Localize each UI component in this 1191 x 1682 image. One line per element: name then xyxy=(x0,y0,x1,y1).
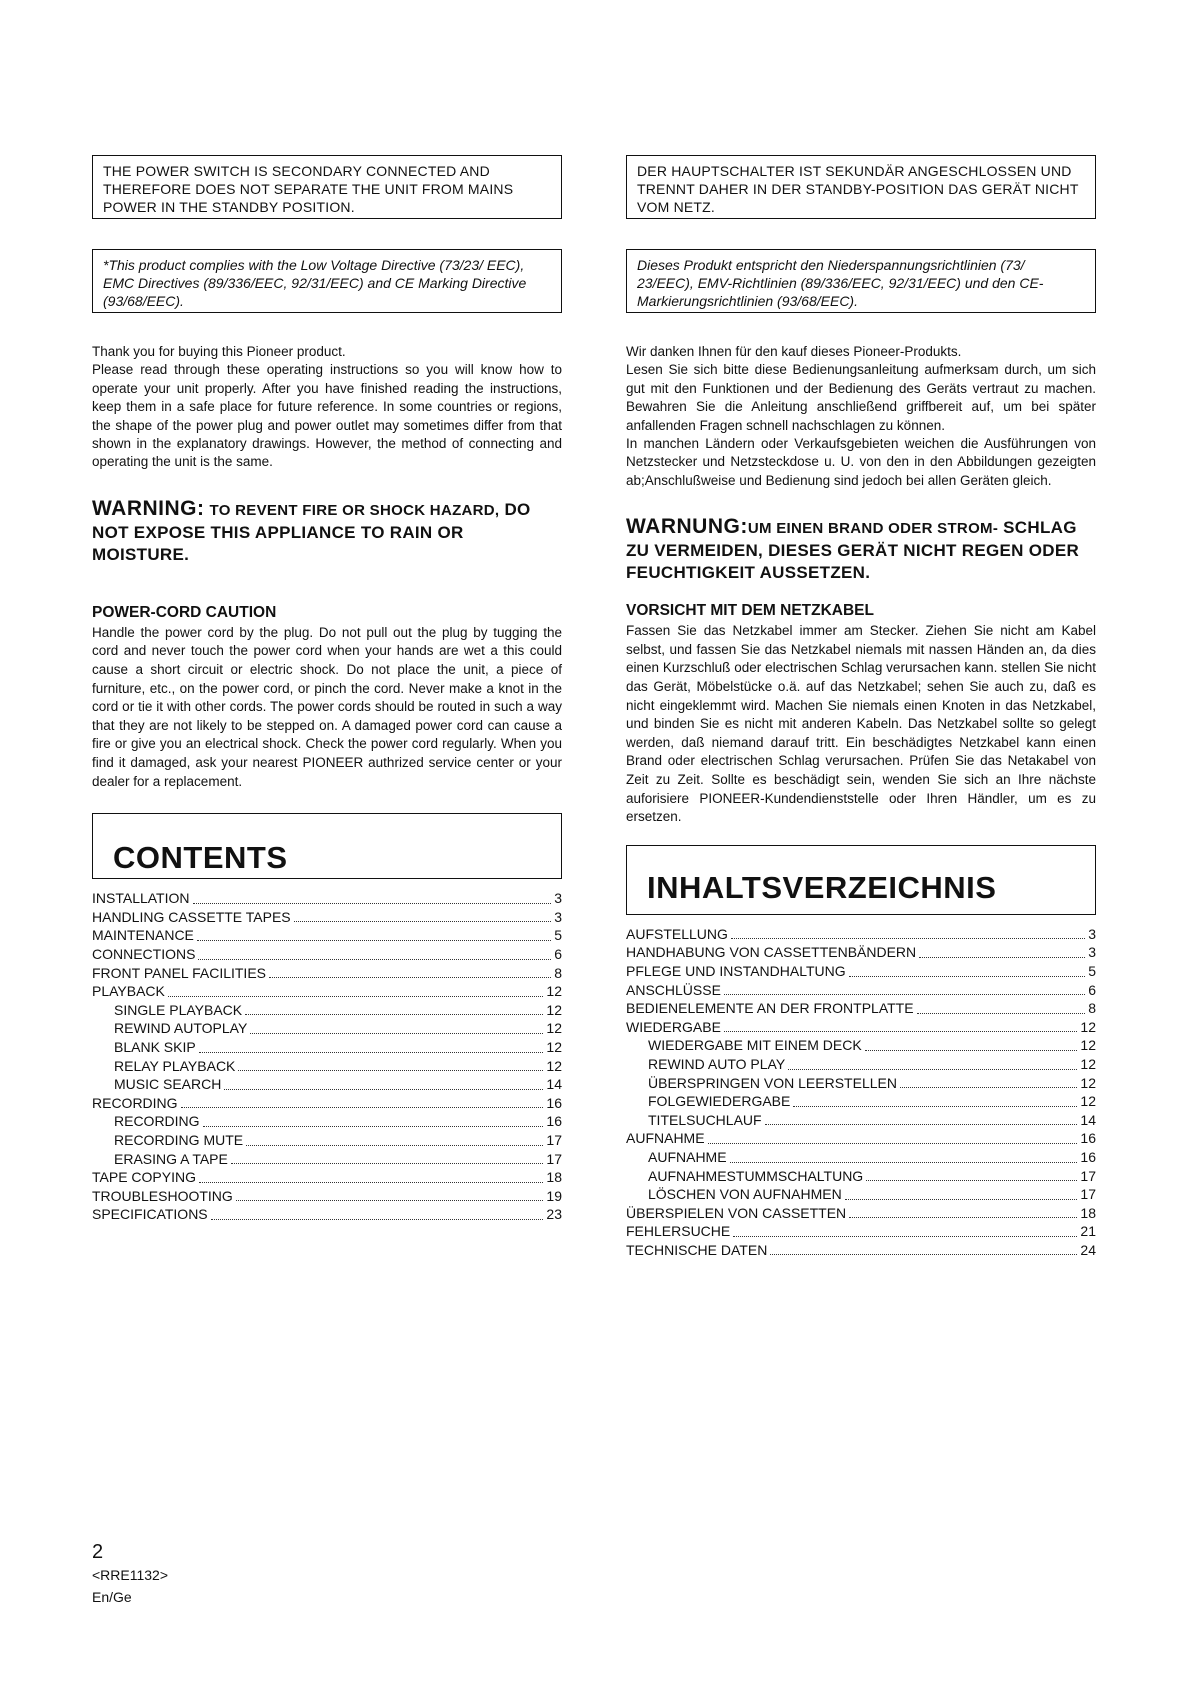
toc-label: REWIND AUTOPLAY xyxy=(114,1020,248,1037)
toc-label: TROUBLESHOOTING xyxy=(92,1187,233,1204)
toc-leader xyxy=(181,1107,544,1108)
toc-label: LÖSCHEN VON AUFNAHMEN xyxy=(648,1186,842,1203)
toc-leader xyxy=(845,1199,1078,1200)
toc-entry xyxy=(92,1112,562,1131)
toc-page: 8 xyxy=(554,964,562,981)
toc-label: RECORDING MUTE xyxy=(114,1131,244,1148)
toc-entry xyxy=(92,1057,562,1076)
toc-leader xyxy=(793,1106,1077,1107)
toc-label: PLAYBACK xyxy=(92,983,165,1000)
toc-label: SPECIFICATIONS xyxy=(92,1206,208,1223)
toc-entry xyxy=(92,1131,562,1150)
toc-leader xyxy=(203,1126,544,1127)
toc-label: AUFNAHME xyxy=(648,1148,727,1165)
toc-entry xyxy=(626,1204,1096,1223)
toc-label: TAPE COPYING xyxy=(92,1169,196,1186)
german-column xyxy=(626,155,1096,1259)
toc-entry xyxy=(626,1148,1096,1167)
toc-leader xyxy=(788,1069,1077,1070)
toc-entry xyxy=(626,1092,1096,1111)
toc-entry xyxy=(92,926,562,945)
toc-page: 12 xyxy=(1080,1037,1096,1054)
caution-text: Fassen Sie das Netzkabel immer am Stecker. Ziehen Sie nicht am Kabel selbst, und fassen Sie das Netzkabel niemals mit nassen Händen an, da dies einen Kurzschluß oder electrischen Schlag verursachen kann. stellen Sie nicht das Gerät, Möbelstücke o.ä. auf das Netzkabel; sehen Sie auch zu, daß es nicht eingeklemmt wird. Machen Sie niemals einen Knoten in das Netzkabel, und binden Sie es nicht mit anderen Kabeln. Das Netzkabel sollte so gelegt werden, daß niemand darauf tritt. Ein beschädigtes Netzkabel kann einen Brand oder electrischen Schlag verursachen. Prüfen Sie das Netakabel von Zeit zu Zeit. Sollte es beschädigt sein, wenden Sie sich an Ihre nächste auforisiere PIONEER-Kundendienststelle oder Ihren Händler, um es zu ersetzen. xyxy=(626,623,1096,825)
page-footer xyxy=(92,1540,168,1608)
thank-you-line: Wir danken Ihnen für den kauf dieses Pioneer-Produkts. xyxy=(626,344,962,359)
toc-leader xyxy=(236,1200,544,1201)
toc-leader xyxy=(246,1145,543,1146)
page-number: 2 xyxy=(92,1541,104,1563)
toc-page: 17 xyxy=(546,1131,562,1148)
toc-entry xyxy=(92,964,562,983)
toc-leader xyxy=(168,996,544,997)
warning-block xyxy=(626,516,1096,584)
toc-label: BLANK SKIP xyxy=(114,1038,196,1055)
toc-label: FOLGEWIEDERGABE xyxy=(648,1093,791,1110)
toc-entry xyxy=(626,999,1096,1018)
toc-page: 5 xyxy=(1088,962,1096,979)
warning-lead: TO REVENT FIRE OR SHOCK HAZARD, xyxy=(209,501,500,519)
toc-page: 6 xyxy=(1088,981,1096,998)
english-column xyxy=(92,155,562,1224)
toc-label: CONNECTIONS xyxy=(92,945,196,962)
toc-leader xyxy=(724,1031,1078,1032)
toc-page: 5 xyxy=(554,927,562,944)
toc-entry xyxy=(626,962,1096,981)
toc-leader xyxy=(865,1050,1078,1051)
caution-text: Handle the power cord by the plug. Do not pull out the plug by tugging the cord and never touch the power cord when your hands are wet a this could cause a short circuit or electric shock. Do not place the unit, a piece of furniture, etc., on the power cord, or pinch the cord. Never make a knot in the cord or tie it with other cords. The power cords should be routed in such a way that they are not likely to be stepped on. A damaged power cord can cause a fire or give you an electrical shock. Check the power cord regularly. When you find it damaged, ask your nearest PIONEER authrized service center or your dealer for a replacement. xyxy=(92,624,562,789)
toc-entry xyxy=(626,1036,1096,1055)
toc-page: 12 xyxy=(546,1020,562,1037)
toc-page: 17 xyxy=(1080,1167,1096,1184)
toc-page: 14 xyxy=(1080,1111,1096,1128)
toc-page: 16 xyxy=(1080,1148,1096,1165)
toc-leader xyxy=(199,1182,543,1183)
toc-leader xyxy=(765,1124,1078,1125)
toc-leader xyxy=(231,1163,544,1164)
toc-label: REWIND AUTO PLAY xyxy=(648,1055,786,1072)
toc-leader xyxy=(733,1236,1077,1237)
toc-label: TECHNISCHE DATEN xyxy=(626,1241,768,1258)
toc-entry xyxy=(92,1038,562,1057)
toc-leader xyxy=(250,1033,543,1034)
language-code: En/Ge xyxy=(92,1589,132,1605)
toc-entry xyxy=(626,1241,1096,1260)
contents-heading-box xyxy=(626,845,1096,915)
document-code: <RRE1132> xyxy=(92,1567,169,1583)
toc-page: 14 xyxy=(546,1076,562,1093)
toc-entry xyxy=(92,945,562,964)
toc-page: 12 xyxy=(546,1057,562,1074)
intro-body: Please read through these operating instructions so you will know how to operate your unit properly. After you have finished reading the instructions, keep them in a safe place for future reference. In some countries or regions, the shape of the power plug and power outlet may sometimes differ from that shown in the explanatory drawings. However, the method of connecting and operating the unit is the same. xyxy=(92,362,562,470)
toc-label: ÜBERSPIELEN VON CASSETTEN xyxy=(626,1204,847,1221)
warning-lead: UM EINEN BRAND ODER STROM- xyxy=(747,520,999,538)
toc-page: 16 xyxy=(546,1094,562,1111)
warning-rest: SCHLAG ZU VERMEIDEN, DIESES GERÄT NICHT REGEN ODER FEUCHTIGKEIT AUSSETZEN. xyxy=(626,518,1080,583)
toc-page: 12 xyxy=(1080,1074,1096,1091)
toc-entry xyxy=(626,943,1096,962)
toc-page: 24 xyxy=(1080,1241,1096,1258)
toc-leader xyxy=(849,1217,1077,1218)
table-of-contents xyxy=(92,889,562,1224)
toc-label: MAINTENANCE xyxy=(92,927,194,944)
toc-page: 16 xyxy=(1080,1130,1096,1147)
warning-rest: DO NOT EXPOSE THIS APPLIANCE TO RAIN OR MOISTURE. xyxy=(92,499,531,564)
toc-page: 3 xyxy=(554,890,562,907)
toc-label: ÜBERSPRINGEN VON LEERSTELLEN xyxy=(648,1074,897,1091)
toc-entry xyxy=(626,1222,1096,1241)
toc-page: 23 xyxy=(546,1206,562,1223)
toc-leader xyxy=(708,1143,1078,1144)
caution-title: POWER-CORD CAUTION xyxy=(92,603,277,621)
toc-leader xyxy=(198,959,551,960)
toc-label: WIEDERGABE MIT EINEM DECK xyxy=(648,1037,862,1054)
toc-entry xyxy=(92,982,562,1001)
toc-label: ANSCHLÜSSE xyxy=(626,981,721,998)
directive-notice: *This product complies with the Low Voltage Directive (73/23/ EEC), EMC Directives (89/336/EEC, 92/31/EEC) and CE Marking Directive (93/68/EEC). xyxy=(92,249,562,313)
toc-label: AUFNAHMESTUMMSCHALTUNG xyxy=(648,1167,864,1184)
toc-page: 19 xyxy=(546,1187,562,1204)
toc-leader xyxy=(238,1070,543,1071)
toc-label: AUFNAHME xyxy=(626,1130,705,1147)
contents-heading: INHALTSVERZEICHNIS xyxy=(647,869,997,905)
toc-page: 17 xyxy=(1080,1186,1096,1203)
toc-entry xyxy=(92,1187,562,1206)
caution-title: VORSICHT MIT DEM NETZKABEL xyxy=(626,602,874,620)
toc-page: 21 xyxy=(1080,1223,1096,1240)
toc-label: INSTALLATION xyxy=(92,890,190,907)
toc-page: 18 xyxy=(1080,1204,1096,1221)
toc-page: 12 xyxy=(546,1001,562,1018)
warning-word: WARNUNG: xyxy=(626,515,748,539)
power-switch-notice: THE POWER SWITCH IS SECONDARY CONNECTED AND THEREFORE DOES NOT SEPARATE THE UNIT FROM MAINS POWER IN THE STANDBY POSITION. xyxy=(92,155,562,219)
thank-you-line: Thank you for buying this Pioneer product. xyxy=(92,344,346,359)
toc-entry xyxy=(92,1001,562,1020)
toc-page: 3 xyxy=(1088,944,1096,961)
toc-page: 17 xyxy=(546,1150,562,1167)
power-switch-notice: DER HAUPTSCHALTER IST SEKUNDÄR ANGESCHLOSSEN UND TRENNT DAHER IN DER STANDBY-POSITION DAS GERÄT NICHT VOM NETZ. xyxy=(626,155,1096,219)
toc-page: 12 xyxy=(1080,1093,1096,1110)
toc-label: RELAY PLAYBACK xyxy=(114,1057,236,1074)
toc-leader xyxy=(849,976,1086,977)
toc-page: 18 xyxy=(546,1169,562,1186)
toc-leader xyxy=(197,940,551,941)
toc-leader xyxy=(269,977,551,978)
toc-label: SINGLE PLAYBACK xyxy=(114,1001,243,1018)
toc-leader xyxy=(731,938,1085,939)
toc-leader xyxy=(919,957,1085,958)
toc-page: 3 xyxy=(554,908,562,925)
toc-entry xyxy=(92,1168,562,1187)
contents-heading-box xyxy=(92,813,562,879)
intro-body-2: In manchen Ländern oder Verkaufsgebieten weichen die Ausführungen von Netzstecker und Netzsteckdose u. U. von den in den Abbildungen gezeigten ab;Anschlußweise und Bedienung sind jedoch bei allen Geräten gleich. xyxy=(626,436,1096,488)
table-of-contents xyxy=(626,925,1096,1260)
toc-label: HANDLING CASSETTE TAPES xyxy=(92,908,291,925)
toc-entry xyxy=(626,1055,1096,1074)
toc-entry xyxy=(92,1075,562,1094)
toc-leader xyxy=(224,1089,543,1090)
toc-label: HANDHABUNG VON CASSETTENBÄNDERN xyxy=(626,944,917,961)
toc-entry xyxy=(626,925,1096,944)
toc-entry xyxy=(626,1185,1096,1204)
toc-leader xyxy=(866,1180,1077,1181)
contents-heading: CONTENTS xyxy=(113,840,288,876)
toc-entry xyxy=(92,1094,562,1113)
toc-entry xyxy=(626,1074,1096,1093)
toc-page: 12 xyxy=(546,983,562,1000)
toc-entry xyxy=(92,1150,562,1169)
toc-label: FRONT PANEL FACILITIES xyxy=(92,964,267,981)
toc-page: 12 xyxy=(1080,1018,1096,1035)
toc-entry xyxy=(92,1019,562,1038)
toc-entry xyxy=(626,1129,1096,1148)
toc-entry xyxy=(626,1111,1096,1130)
warning-block xyxy=(92,498,562,566)
toc-page: 16 xyxy=(546,1113,562,1130)
toc-leader xyxy=(917,1013,1086,1014)
toc-leader xyxy=(294,921,552,922)
toc-leader xyxy=(730,1162,1078,1163)
intro-body: Lesen Sie sich bitte diese Bedienungsanleitung aufmerksam durch, um sich gut mit den Funktionen und der Bedienung des Geräts vertraut zu machen. Bewahren Sie die Anleitung anschließend griffbereit auf, um bei später anfallenden Fragen schnell nachschlagen zu können. xyxy=(626,362,1096,433)
toc-entry xyxy=(626,1167,1096,1186)
toc-label: AUFSTELLUNG xyxy=(626,925,728,942)
toc-label: FEHLERSUCHE xyxy=(626,1223,731,1240)
toc-label: BEDIENELEMENTE AN DER FRONTPLATTE xyxy=(626,1000,914,1017)
intro-text xyxy=(92,343,562,472)
toc-leader xyxy=(193,903,552,904)
toc-entry xyxy=(626,1018,1096,1037)
directive-notice: Dieses Produkt entspricht den Niederspannungsrichtlinien (73/ 23/EEC), EMV-Richtlinien (89/336/EEC, 92/31/EEC) und den CE-Markierungsrichtlinien (93/68/EEC). xyxy=(626,249,1096,313)
toc-entry xyxy=(92,889,562,908)
toc-leader xyxy=(211,1219,544,1220)
toc-label: ERASING A TAPE xyxy=(114,1150,228,1167)
toc-entry xyxy=(92,908,562,927)
toc-label: WIEDERGABE xyxy=(626,1018,721,1035)
warning-word: WARNING: xyxy=(92,496,205,520)
toc-page: 6 xyxy=(554,945,562,962)
toc-leader xyxy=(199,1052,544,1053)
toc-label: PFLEGE UND INSTANDHALTUNG xyxy=(626,962,846,979)
toc-entry xyxy=(92,1205,562,1224)
toc-leader xyxy=(770,1254,1077,1255)
toc-page: 8 xyxy=(1088,1000,1096,1017)
toc-page: 12 xyxy=(546,1038,562,1055)
intro-text xyxy=(626,343,1096,490)
toc-label: RECORDING xyxy=(114,1113,200,1130)
toc-leader xyxy=(724,994,1085,995)
toc-label: MUSIC SEARCH xyxy=(114,1076,222,1093)
toc-page: 12 xyxy=(1080,1055,1096,1072)
toc-entry xyxy=(626,981,1096,1000)
toc-label: RECORDING xyxy=(92,1094,178,1111)
toc-label: TITELSUCHLAUF xyxy=(648,1111,762,1128)
toc-leader xyxy=(900,1087,1077,1088)
toc-leader xyxy=(245,1014,543,1015)
toc-page: 3 xyxy=(1088,925,1096,942)
